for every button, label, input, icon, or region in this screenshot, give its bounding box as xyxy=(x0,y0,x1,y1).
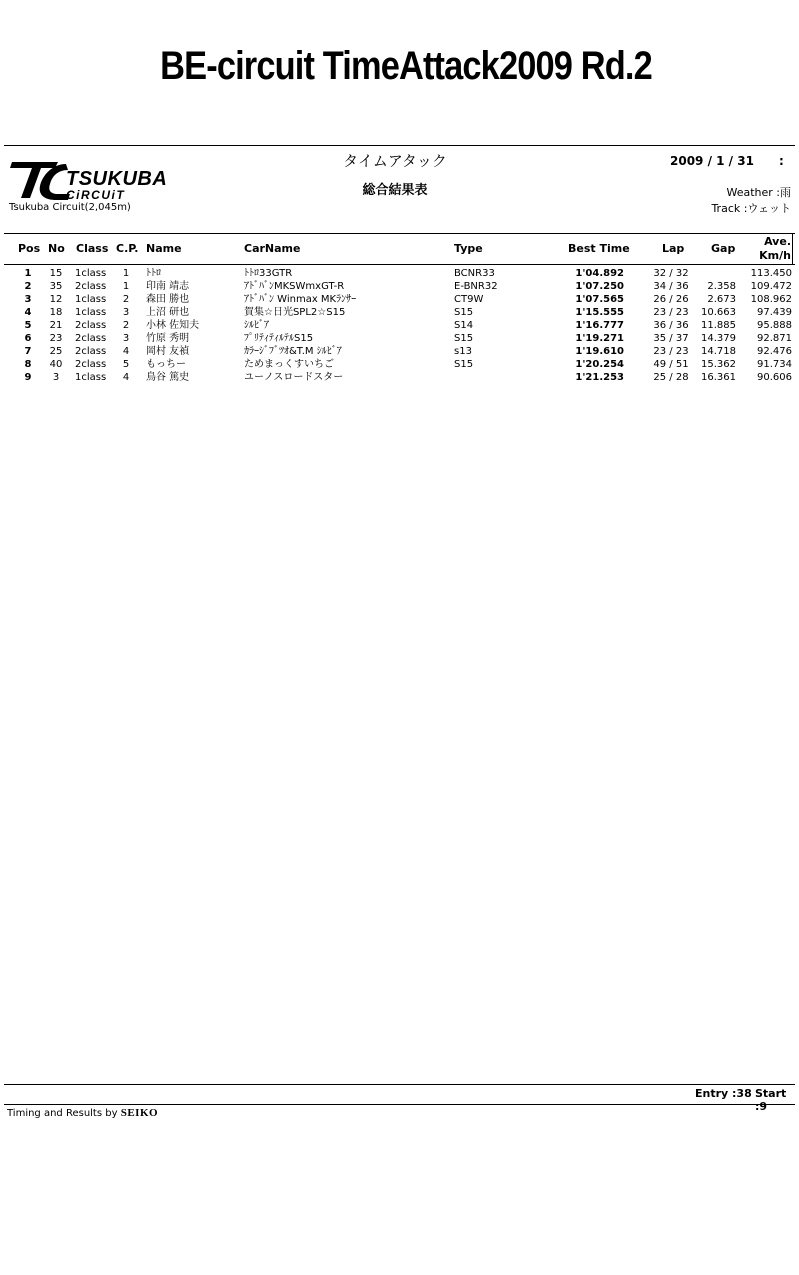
table-row xyxy=(0,345,799,358)
logo-word-circuit: CiRCUiT xyxy=(66,188,126,202)
timing-credit-text: Timing and Results by xyxy=(7,1108,118,1119)
cell-carname: 賀集☆日光SPL2☆S15 xyxy=(244,307,346,318)
table-row xyxy=(0,371,799,384)
col-header-best-time: Best Time xyxy=(568,242,630,255)
cell-name: もっちー xyxy=(146,359,186,370)
session-title: タイムアタック xyxy=(343,152,447,170)
event-title: BE-circuit TimeAttack2009 Rd.2 xyxy=(160,44,652,88)
time-placeholder: : xyxy=(779,154,784,168)
cell-class: 1class xyxy=(75,268,107,279)
cell-best-time: 1'21.253 xyxy=(575,372,624,383)
cell-gap: 11.885 xyxy=(701,320,736,331)
cell-speed: 90.606 xyxy=(757,372,792,383)
table-header-right-rule xyxy=(792,233,793,264)
cell-speed: 113.450 xyxy=(750,268,792,279)
cell-gap: 14.718 xyxy=(701,346,736,357)
cell-best-time: 1'16.777 xyxy=(575,320,624,331)
cell-gap: 16.361 xyxy=(701,372,736,383)
cell-type: CT9W xyxy=(454,294,484,305)
cell-class: 2class xyxy=(75,346,107,357)
logo-word-tsukuba: TSUKUBA xyxy=(66,168,168,190)
seiko-brand: SEIKO xyxy=(120,1107,159,1119)
header-top-rule xyxy=(4,145,795,146)
cell-gap: 2.673 xyxy=(707,294,736,305)
cell-cp: 2 xyxy=(122,320,130,331)
footer-bottom-rule xyxy=(4,1104,795,1105)
cell-class: 2class xyxy=(75,281,107,292)
cell-pos: 7 xyxy=(24,346,32,357)
cell-speed: 95.888 xyxy=(757,320,792,331)
cell-carname: ためまっくすいちご xyxy=(244,359,334,370)
cell-name: 小林 佐知夫 xyxy=(146,320,200,331)
cell-gap: 14.379 xyxy=(701,333,736,344)
table-row xyxy=(0,293,799,306)
cell-pos: 5 xyxy=(24,320,32,331)
track-condition: Track :ウェット xyxy=(711,202,791,215)
cell-best-time: 1'07.250 xyxy=(575,281,624,292)
cell-best-time: 1'19.610 xyxy=(575,346,624,357)
start-count: Start :9 xyxy=(755,1087,787,1113)
cell-cp: 3 xyxy=(122,333,130,344)
cell-class: 1class xyxy=(75,307,107,318)
cell-no: 40 xyxy=(49,359,63,370)
cell-class: 1class xyxy=(75,294,107,305)
cell-carname: ｶﾗｰｼﾞﾌﾞﾂｵ&T.M ｼﾙﾋﾞｱ xyxy=(244,346,342,357)
cell-pos: 8 xyxy=(24,359,32,370)
cell-speed: 91.734 xyxy=(757,359,792,370)
cell-pos: 4 xyxy=(24,307,32,318)
cell-cp: 1 xyxy=(122,268,130,279)
col-header-ave: Ave. xyxy=(764,235,791,248)
cell-cp: 1 xyxy=(122,281,130,292)
cell-type: E-BNR32 xyxy=(454,281,498,292)
cell-class: 2class xyxy=(75,333,107,344)
col-header-carname: CarName xyxy=(244,242,301,255)
cell-carname: ｱﾄﾞﾊﾞﾝ Winmax MKﾗﾝｻｰ xyxy=(244,294,357,305)
cell-no: 15 xyxy=(49,268,63,279)
cell-name: 鳥谷 篤史 xyxy=(146,372,190,383)
col-header-cp: C.P. xyxy=(116,242,139,255)
cell-lap: 26 / 26 xyxy=(653,294,689,305)
cell-name: 竹原 秀明 xyxy=(146,333,190,344)
cell-cp: 4 xyxy=(122,372,130,383)
cell-type: s13 xyxy=(454,346,472,357)
cell-lap: 23 / 23 xyxy=(653,346,689,357)
cell-best-time: 1'04.892 xyxy=(575,268,624,279)
table-row xyxy=(0,267,799,280)
col-header-no: No xyxy=(48,242,65,255)
cell-gap: 10.663 xyxy=(701,307,736,318)
cell-speed: 92.871 xyxy=(757,333,792,344)
venue-label: Tsukuba Circuit(2,045m) xyxy=(9,202,131,213)
cell-gap: 2.358 xyxy=(707,281,736,292)
cell-carname: ユーノスロードスター xyxy=(244,372,344,383)
cell-type: S14 xyxy=(454,320,474,331)
table-row xyxy=(0,358,799,371)
cell-type: BCNR33 xyxy=(454,268,495,279)
cell-type: S15 xyxy=(454,307,474,318)
cell-pos: 2 xyxy=(24,281,32,292)
cell-no: 18 xyxy=(49,307,63,318)
col-header-class: Class xyxy=(76,242,109,255)
cell-no: 23 xyxy=(49,333,63,344)
cell-lap: 25 / 28 xyxy=(653,372,689,383)
table-row xyxy=(0,332,799,345)
cell-best-time: 1'20.254 xyxy=(575,359,624,370)
table-row xyxy=(0,306,799,319)
cell-cp: 4 xyxy=(122,346,130,357)
results-subtitle: 総合結果表 xyxy=(362,183,428,198)
cell-type: S15 xyxy=(454,359,474,370)
col-header-name: Name xyxy=(146,242,182,255)
cell-speed: 109.472 xyxy=(750,281,792,292)
col-header-gap: Gap xyxy=(711,242,736,255)
cell-no: 25 xyxy=(49,346,63,357)
table-row xyxy=(0,319,799,332)
cell-pos: 3 xyxy=(24,294,32,305)
cell-lap: 23 / 23 xyxy=(653,307,689,318)
cell-pos: 6 xyxy=(24,333,32,344)
cell-cp: 5 xyxy=(122,359,130,370)
cell-speed: 92.476 xyxy=(757,346,792,357)
cell-no: 3 xyxy=(52,372,60,383)
cell-no: 35 xyxy=(49,281,63,292)
entry-count: Entry :38 xyxy=(695,1087,752,1100)
cell-class: 2class xyxy=(75,320,107,331)
cell-name: 上沼 研也 xyxy=(146,307,190,318)
cell-cp: 2 xyxy=(122,294,130,305)
cell-carname: ｱﾄﾞﾊﾞﾝMKSWmxGT-R xyxy=(244,281,345,292)
cell-best-time: 1'15.555 xyxy=(575,307,624,318)
tc-logo-icon xyxy=(8,156,188,202)
cell-lap: 36 / 36 xyxy=(653,320,689,331)
cell-cp: 3 xyxy=(122,307,130,318)
cell-type: S15 xyxy=(454,333,474,344)
cell-name: 森田 勝也 xyxy=(146,294,190,305)
cell-name: 岡村 友禎 xyxy=(146,346,190,357)
cell-speed: 97.439 xyxy=(757,307,792,318)
cell-gap: 15.362 xyxy=(701,359,736,370)
cell-best-time: 1'07.565 xyxy=(575,294,624,305)
cell-carname: ﾌﾟﾘﾃｨﾃｨﾙﾃﾙS15 xyxy=(244,333,314,344)
cell-carname: ｼﾙﾋﾞｱ xyxy=(244,320,269,331)
cell-lap: 34 / 36 xyxy=(653,281,689,292)
cell-lap: 49 / 51 xyxy=(653,359,689,370)
table-header-bottom-rule xyxy=(4,264,795,265)
footer-top-rule xyxy=(4,1084,795,1085)
cell-no: 21 xyxy=(49,320,63,331)
cell-pos: 9 xyxy=(24,372,32,383)
cell-class: 2class xyxy=(75,359,107,370)
cell-carname: ﾄﾄﾛ33GTR xyxy=(244,268,293,279)
col-header-type: Type xyxy=(454,242,483,255)
timing-credit xyxy=(7,1107,158,1119)
cell-speed: 108.962 xyxy=(750,294,792,305)
cell-best-time: 1'19.271 xyxy=(575,333,624,344)
cell-no: 12 xyxy=(49,294,63,305)
cell-pos: 1 xyxy=(24,268,32,279)
cell-class: 1class xyxy=(75,372,107,383)
cell-name: ﾄﾄﾛ xyxy=(146,268,161,279)
cell-name: 印南 靖志 xyxy=(146,281,190,292)
weather-info: Weather :雨 xyxy=(726,186,791,199)
col-header-lap: Lap xyxy=(662,242,685,255)
cell-lap: 35 / 37 xyxy=(653,333,689,344)
table-row xyxy=(0,280,799,293)
col-header-kmh: Km/h xyxy=(759,249,791,262)
table-header-top-rule xyxy=(4,233,795,234)
event-date: 2009 / 1 / 31 xyxy=(670,154,754,168)
cell-lap: 32 / 32 xyxy=(653,268,689,279)
col-header-pos: Pos xyxy=(18,242,41,255)
